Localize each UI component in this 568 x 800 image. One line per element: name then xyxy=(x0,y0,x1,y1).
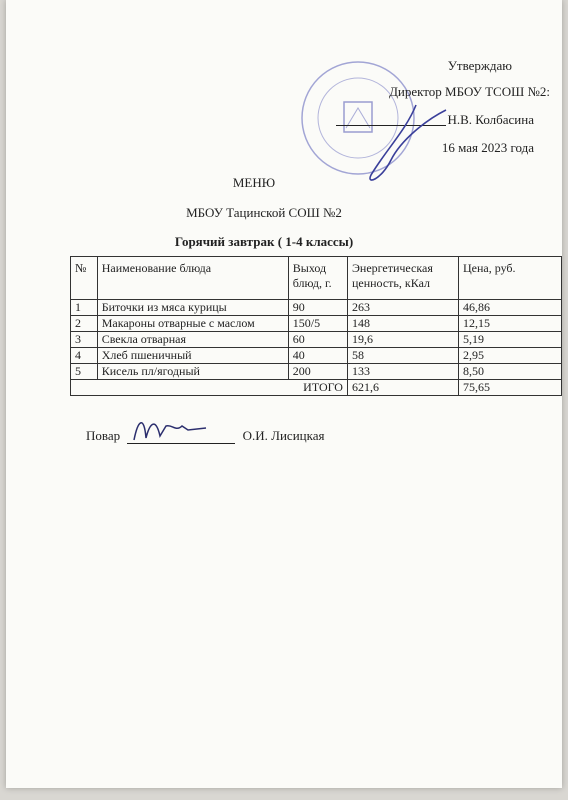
cell-price: 2,95 xyxy=(458,348,561,364)
cell-price: 5,19 xyxy=(458,332,561,348)
total-label: ИТОГО xyxy=(71,380,348,396)
menu-title: МЕНЮ xyxy=(232,175,276,190)
cell-number: 1 xyxy=(71,300,98,316)
table-row xyxy=(71,300,562,316)
cell-dish: Кисель пл/ягодный xyxy=(97,364,288,380)
table-header-row xyxy=(71,257,562,300)
cell-dish: Макароны отварные с маслом xyxy=(97,316,288,332)
cell-yield: 40 xyxy=(288,348,347,364)
menu-table xyxy=(70,256,562,396)
total-price: 75,65 xyxy=(458,380,561,396)
cell-yield: 200 xyxy=(288,364,347,380)
cell-price: 46,86 xyxy=(458,300,561,316)
header-dish: Наименование блюда xyxy=(97,257,288,300)
cell-number: 5 xyxy=(71,364,98,380)
director-line: Директор МБОУ ТСОШ №2: xyxy=(389,84,550,99)
meal-title: Горячий завтрак ( 1-4 классы) xyxy=(174,234,354,249)
cell-dish: Свекла отварная xyxy=(97,332,288,348)
total-energy: 621,6 xyxy=(347,380,458,396)
cell-yield: 60 xyxy=(288,332,347,348)
cell-price: 12,15 xyxy=(458,316,561,332)
cell-yield: 90 xyxy=(288,300,347,316)
cell-energy: 148 xyxy=(347,316,458,332)
cell-number: 2 xyxy=(71,316,98,332)
header-price: Цена, руб. xyxy=(458,257,561,300)
cell-energy: 263 xyxy=(347,300,458,316)
director-name: Н.В. Колбасина xyxy=(447,112,534,127)
table-row xyxy=(71,364,562,380)
header-energy: Энергетическая ценность, кКал xyxy=(347,257,458,300)
cell-yield: 150/5 xyxy=(288,316,347,332)
cell-dish: Биточки из мяса курицы xyxy=(97,300,288,316)
header-number: № xyxy=(71,257,98,300)
table-row xyxy=(71,332,562,348)
cook-name: О.И. Лисицкая xyxy=(242,428,325,443)
cell-energy: 19,6 xyxy=(347,332,458,348)
cook-label: Повар xyxy=(86,428,121,443)
cell-price: 8,50 xyxy=(458,364,561,380)
cell-number: 4 xyxy=(71,348,98,364)
table-total-row xyxy=(71,380,562,396)
school-name: МБОУ Тацинской СОШ №2 xyxy=(186,205,342,220)
cell-energy: 58 xyxy=(347,348,458,364)
header-yield: Выход блюд, г. xyxy=(288,257,347,300)
approval-date: 16 мая 2023 года xyxy=(441,140,534,155)
cell-energy: 133 xyxy=(347,364,458,380)
cook-signature xyxy=(126,410,216,446)
approve-label: Утверждаю xyxy=(447,58,512,73)
cell-dish: Хлеб пшеничный xyxy=(97,348,288,364)
cell-number: 3 xyxy=(71,332,98,348)
table-row xyxy=(71,348,562,364)
document-page xyxy=(6,0,562,788)
table-row xyxy=(71,316,562,332)
